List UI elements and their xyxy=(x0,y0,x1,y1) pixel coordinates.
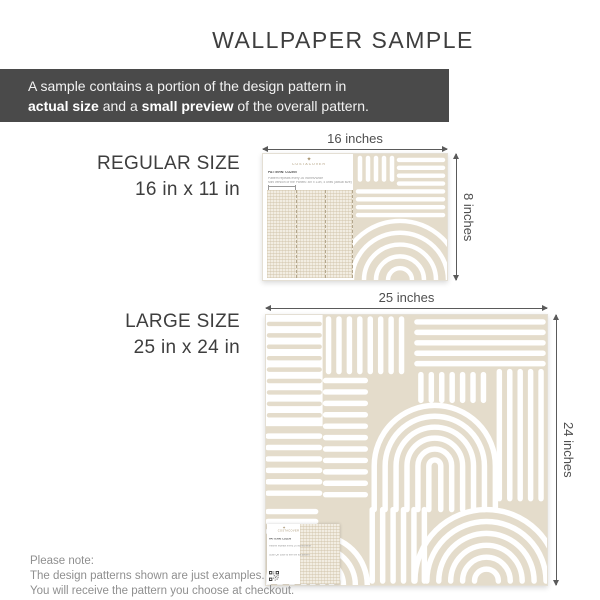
pattern-name: PATTERN: COZEN xyxy=(268,171,297,175)
description-banner xyxy=(0,69,449,122)
regular-width-arrow xyxy=(263,149,447,150)
brand-logo-icon: ✦ xyxy=(282,525,286,530)
note-line1: Please note: xyxy=(30,555,94,567)
large-size-dimensions: 25 in x 24 in xyxy=(133,337,240,358)
regular-height-dimension-label: 8 inches xyxy=(461,192,476,242)
page-title: WALLPAPER SAMPLE xyxy=(212,27,474,53)
regular-card-info xyxy=(263,154,355,280)
pattern-info-line1: Pattern repeats every 26 inches/Wide xyxy=(268,177,324,181)
footer-note xyxy=(30,554,294,599)
brand-logo xyxy=(263,154,355,169)
pattern-name: PATTERN: COZEN xyxy=(269,538,291,541)
panel-divider xyxy=(296,190,297,278)
regular-sample-card xyxy=(262,153,448,281)
regular-size-dimensions: 16 in x 11 in xyxy=(135,179,240,200)
note-line2: The design patterns shown are just examples. xyxy=(30,570,265,582)
mini-measure-arrow xyxy=(268,186,296,187)
large-height-dimension-label: 24 inches xyxy=(561,422,576,478)
pattern-info-line2: Scan QR code to see the full pattern xyxy=(269,554,310,557)
brand-name: COSTACOVER xyxy=(277,529,300,533)
regular-size-label xyxy=(40,151,240,203)
panel-divider xyxy=(325,190,326,278)
banner-line1: A sample contains a portion of the design pattern in xyxy=(28,78,347,94)
regular-width-dimension-label: 16 inches xyxy=(327,131,383,146)
pattern-info-line2: Mini version of the Panels: 4in x 11in, 4 units (actual size) xyxy=(268,181,352,185)
regular-actual-size-pattern xyxy=(353,154,447,280)
brand-logo xyxy=(269,526,299,535)
large-sample-card xyxy=(265,314,548,586)
large-height-arrow xyxy=(556,315,557,585)
banner-line2: actual size and a small preview of the overall pattern. xyxy=(28,98,369,114)
mini-pattern-preview xyxy=(267,190,353,278)
brand-name: COSTACOVER xyxy=(292,163,326,167)
regular-pattern-svg xyxy=(353,154,447,280)
large-width-dimension-label: 25 inches xyxy=(378,290,435,305)
regular-size-title: REGULAR SIZE xyxy=(97,153,240,174)
large-size-label xyxy=(40,309,240,361)
large-width-arrow xyxy=(266,308,547,309)
regular-height-arrow xyxy=(456,154,457,280)
brand-logo-icon: ✦ xyxy=(306,157,312,163)
note-line3: You will receive the pattern you choose at checkout. xyxy=(30,585,295,597)
large-size-title: LARGE SIZE xyxy=(125,311,240,332)
pattern-info-line1: Pattern repeats every 26 inches/Wide xyxy=(269,545,312,548)
